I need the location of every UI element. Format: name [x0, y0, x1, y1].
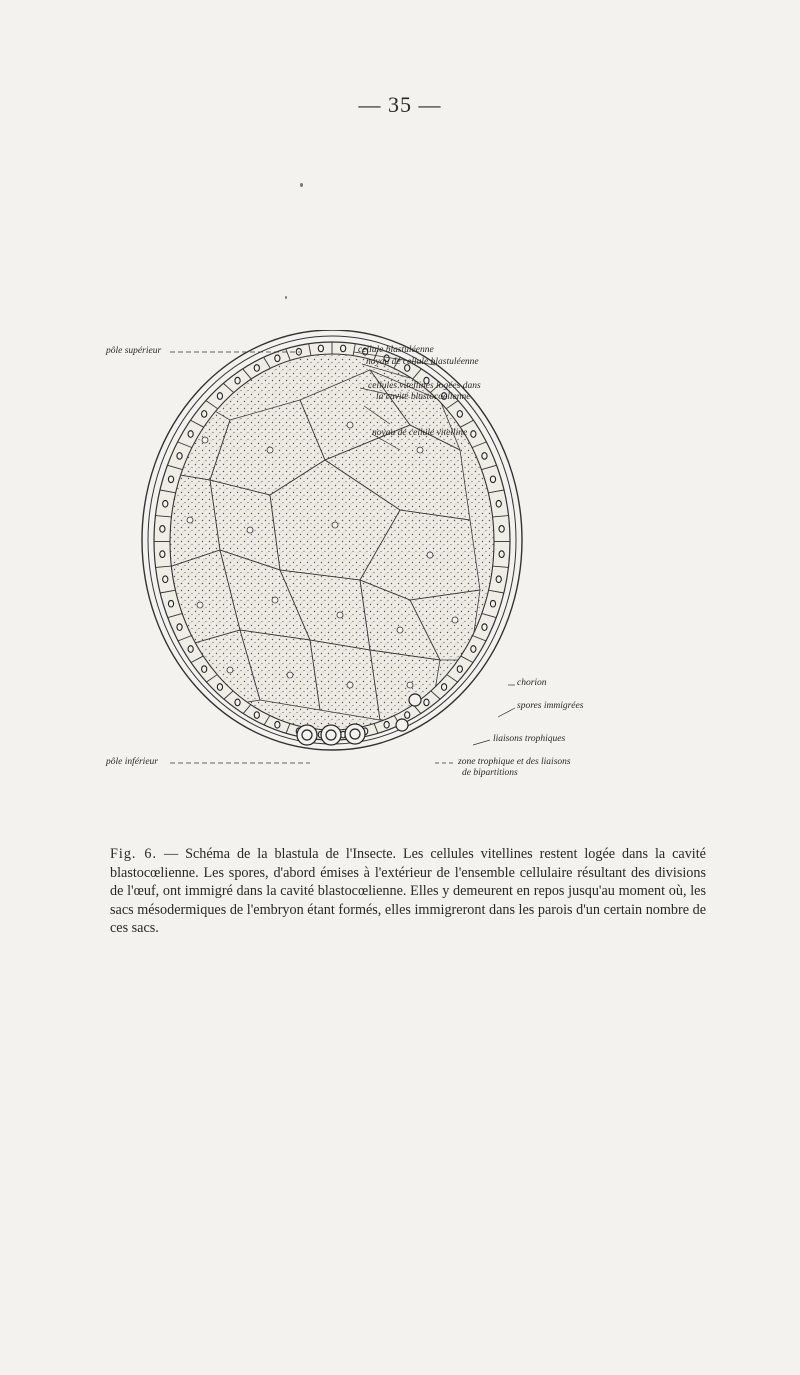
blastoderm-nucleus	[160, 526, 165, 533]
blastoderm-nucleus	[235, 377, 240, 384]
blastoderm-nucleus	[499, 551, 504, 558]
blastoderm-nucleus	[177, 453, 182, 460]
blastoderm-nucleus	[217, 393, 222, 400]
blastoderm-nucleus	[496, 576, 501, 583]
label-pole-inferieur: pôle inférieur	[106, 757, 158, 767]
label-zone-trophique: zone trophique et des liaisons	[458, 757, 571, 767]
paper-speck	[285, 296, 287, 299]
label-cellules-vitellines-1: cellules vitellines logées dans	[368, 381, 481, 391]
blastoderm-nucleus	[457, 411, 462, 418]
blastoderm-nucleus	[163, 500, 168, 507]
caption-text: — Schéma de la blastula de l'Insecte. Les cellules vitellines restent logée dans la cavité blastocœlienne. Les spores, d'abord émises à l'extérieur de l'ensemble cellulaire résultant des divisions de l'œuf, ont immigré dans la cavité blastocœlienne. Elles y demeurent en repos jusqu'au moment où, les sacs mésodermiques de l'embryon étant formés, elles immigreront dans les parois d'un certain nombre de ces sacs.	[110, 846, 706, 937]
blastoderm-nucleus	[499, 526, 504, 533]
blastoderm-nucleus	[482, 453, 487, 460]
label-noyau-vitelline: noyau de cellule vitelline	[372, 428, 468, 438]
page-number: — 35 —	[358, 92, 442, 117]
blastoderm-nucleus	[341, 345, 346, 352]
blastoderm-nucleus	[235, 699, 240, 706]
blastoderm-nucleus	[168, 476, 173, 483]
blastoderm-nucleus	[496, 500, 501, 507]
label-zone-bipartitions: de bipartitions	[462, 768, 518, 778]
blastoderm-nucleus	[168, 600, 173, 607]
blastoderm-nucleus	[471, 431, 476, 438]
label-liaisons: liaisons trophiques	[493, 734, 566, 744]
blastoderm-nucleus	[318, 345, 323, 352]
blastoderm-nucleus	[160, 551, 165, 558]
blastoderm-nucleus	[384, 721, 389, 728]
blastoderm-nucleus	[177, 624, 182, 631]
blastoderm-nucleus	[254, 365, 259, 372]
paper-speck	[300, 183, 303, 187]
blastoderm-nucleus	[188, 646, 193, 653]
blastoderm-nucleus	[163, 576, 168, 583]
blastoderm-nucleus	[275, 355, 280, 362]
blastoderm-nucleus	[457, 666, 462, 673]
figure-caption	[110, 845, 706, 938]
label-chorion: chorion	[517, 678, 547, 688]
label-cellules-vitellines-2: la cavité blastocoelienne	[376, 392, 471, 402]
blastoderm-nucleus	[471, 646, 476, 653]
blastoderm-nucleus	[405, 712, 410, 719]
blastoderm-nucleus	[424, 699, 429, 706]
blastoderm-nucleus	[490, 476, 495, 483]
blastula-figure	[106, 330, 670, 820]
blastoderm-nucleus	[275, 721, 280, 728]
figure-reference: Fig. 6.	[110, 846, 158, 863]
label-pole-superieur: pôle supérieur	[106, 346, 162, 356]
label-noyau-blastuleenne: noyau de cellule blastuléenne	[366, 357, 479, 367]
blastoderm-nucleus	[441, 684, 446, 691]
blastula-diagram	[110, 330, 670, 820]
blastoderm-nucleus	[254, 712, 259, 719]
blastoderm-nucleus	[202, 411, 207, 418]
blastoderm-nucleus	[490, 600, 495, 607]
blastoderm-nucleus	[217, 684, 222, 691]
label-spores: spores immigrées	[517, 701, 584, 711]
blastoderm-nucleus	[188, 431, 193, 438]
label-cellule-blastuleenne: cellule blastuléenne	[358, 345, 434, 355]
blastoderm-nucleus	[202, 666, 207, 673]
blastoderm-nucleus	[482, 624, 487, 631]
